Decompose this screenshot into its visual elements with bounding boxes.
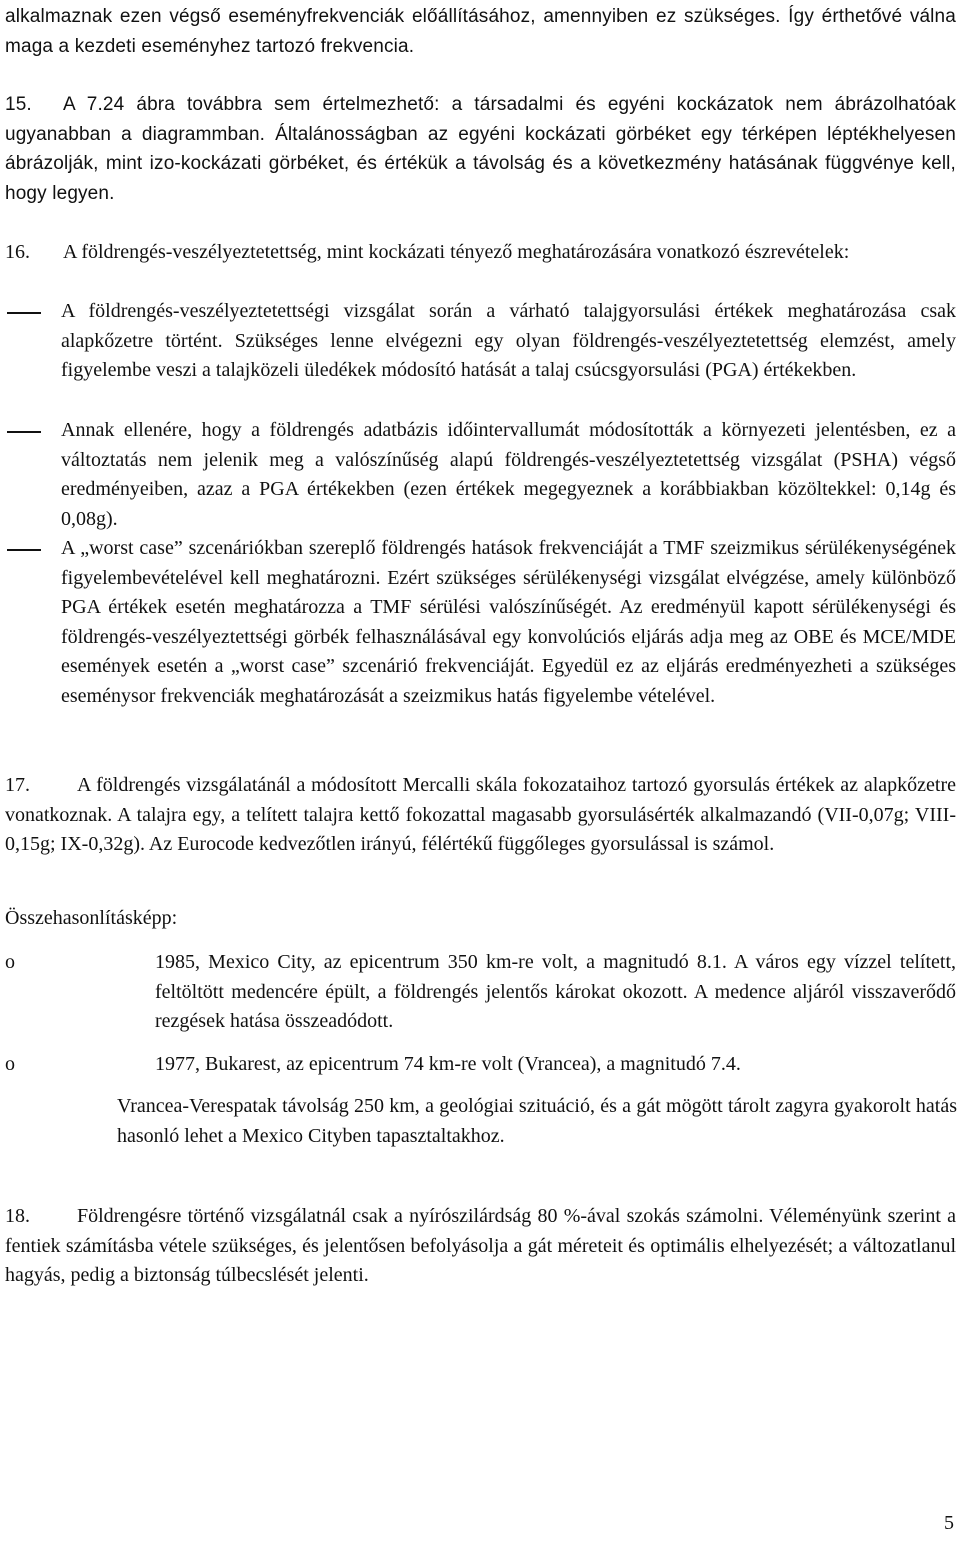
dash-list-item [5,534,956,711]
dash-list-item [5,297,956,386]
paragraph-18-text: Földrengésre történő vizsgálatnál csak a nyírószilárdság 80 %-ával szokás számolni. Véleményünk szerint a fentiek számításba vétele szükséges, és jelentősen befolyásolja a gát méreteit és optimális elhelyezését; a változatlanul hagyás, pedig a biztonság túlbecslését jelenti. [5,1205,956,1286]
paragraph-number: 17. [5,774,30,796]
paragraph-15 [5,90,956,208]
paragraph-16 [5,238,956,268]
paragraph-17 [5,771,956,860]
paragraph-17-text: A földrengés vizsgálatánál a módosított Mercalli skála fokozataihoz tartozó gyorsulás értékek az alapkőzetre vonatkoznak. A talajra egy, a telített talajra kettő fokozattal magasabb gyorsulásérték alkalmazandó (VII-0,07g; VIII-0,15g; IX-0,32g). Az Eurocode kedvezőtlen irányú, félértékű függőleges gyorsulással is számol. [5,774,956,855]
dash-item-text: A földrengés-veszélyeztetettségi vizsgálat során a várható talajgyorsulási értékek meghatározása csak alapkőzetre történt. Szükséges lenne elvégezni egy olyan földrengés-veszélyeztetettség elemzést, amely figyelembe veszi a talajközeli üledékek módosító hatását a talaj csúcsgyorsulási (PGA) értékekben. [61,300,956,381]
bullet-item-text: 1985, Mexico City, az epicentrum 350 km-re volt, a magnitudó 8.1. A város egy vízzel telített, feltöltött medencére épült, a földrengés jelentős károkat okozott. A medence aljáról visszaverődő rezgések hatása összeadódott. [155,951,956,1032]
paragraph-15-text: A 7.24 ábra továbbra sem értelmezhető: a társadalmi és egyéni kockázatok nem ábrázolhatóak ugyanabban a diagrammban. Általánosságban az egyéni kockázati görbéket egy térképen léptékhelyesen ábrázolják, mint izo-kockázati görbéket, és értékük a távolság és a következmény hatásának függvénye kell, hogy legyen. [5,94,956,204]
comparison-bullet-item [5,948,956,1037]
circle-bullet-icon: o [5,1053,15,1075]
paragraph-number: 18. [5,1205,30,1227]
dash-item-text: Annak ellenére, hogy a földrengés adatbázis időintervallumát módosították a környezeti jelentésben, ez a változtatás nem jelenik meg a valószínűség alapú földrengés-veszélyeztetettség vizsgálat (PSHA) végső eredményeiben, azaz a PGA értékekben (ezen értékek megegyeznek a korábbiakban közöltekkel: 0,14g és 0,08g). [61,419,956,530]
dash-item-text: A „worst case” szcenáriókban szereplő földrengés hatások frekvenciáját a TMF szeizmikus sérülékenységének figyelembevételével kell meghatározni. Ezért szükséges sérülékenységi vizsgálat elvégzése, amely különböző PGA értékek esetén meghatározza a TMF sérülési valószínűségét. Az eredményül kapott sérülékenységi és földrengés-veszélyeztettségi görbék felhasználásával egy konvolúciós eljárás adja meg az OBE és MCE/MDE események esetén a „worst case” szcenárió frekvenciáját. Egyedül ez az eljárás eredményezheti a szükséges eseménysor frekvenciák meghatározását a szeizmikus hatás figyelembe vételével. [61,537,956,707]
comparison-label: Összehasonlításképp: [5,907,178,929]
circle-bullet-icon: o [5,951,15,973]
paragraph-number: 15. [5,94,32,115]
paragraph-16-text: A földrengés-veszélyeztetettség, mint kockázati tényező meghatározására vonatkozó észrevételek: [63,241,850,263]
closing-paragraph [117,1092,957,1151]
dash-list-item [5,416,956,534]
intro-paragraph [5,2,956,61]
paragraph-number: 16. [5,241,30,263]
paragraph-18 [5,1202,956,1291]
bullet-item-text: 1977, Bukarest, az epicentrum 74 km-re volt (Vrancea), a magnitudó 7.4. [155,1053,741,1075]
closing-text: Vrancea-Verespatak távolság 250 km, a geológiai szituáció, és a gát mögött tárolt zagyra gyakorolt hatás hasonló lehet a Mexico Cityben tapasztaltakhoz. [117,1095,957,1147]
comparison-bullet-item [5,1050,956,1080]
page-number: 5 [944,1512,954,1534]
intro-text: alkalmaznak ezen végső eseményfrekvenciák előállításához, amennyiben ez szükséges. Így érthetővé válna maga a kezdeti eseményhez tartozó frekvencia. [5,6,956,57]
